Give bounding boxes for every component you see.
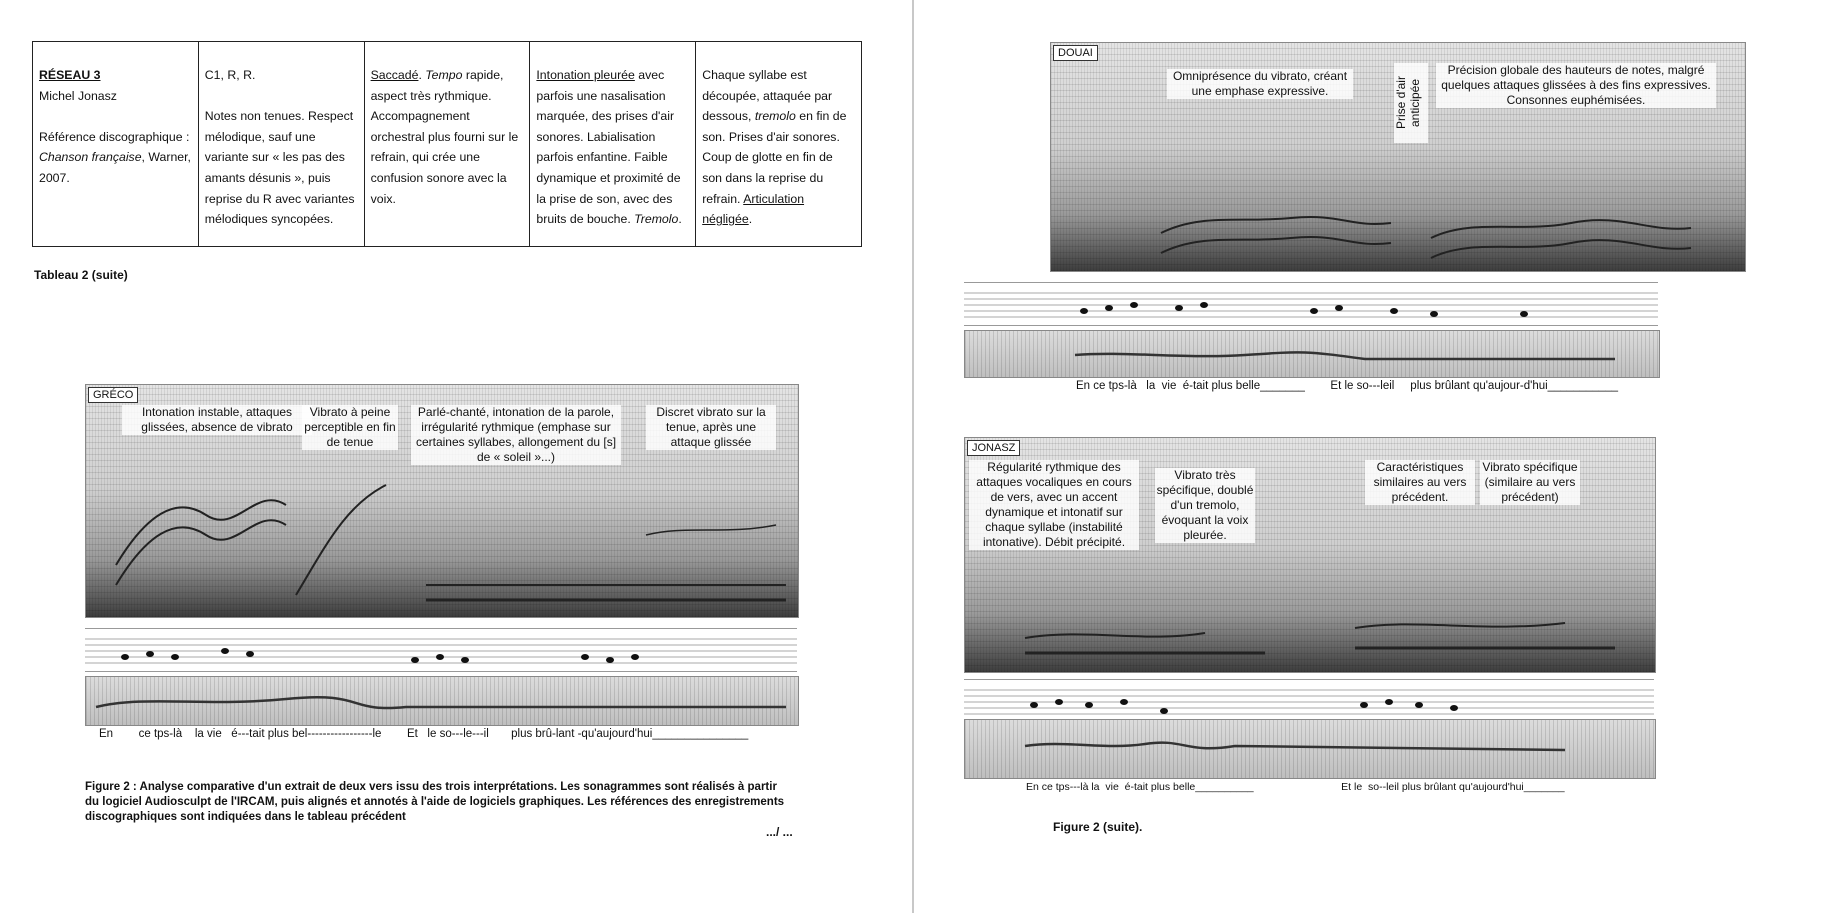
jonasz-spectrogram xyxy=(964,437,1656,673)
structure-text: Notes non tenues. Respect mélodique, sauf une variante sur « les pas des amants désunis », puis reprise du R avec variantes mélodiques syncopées. xyxy=(204,109,355,227)
douai-note-1: Omniprésence du vibrato, créant une emphase expressive. xyxy=(1167,69,1353,99)
douai-staff xyxy=(964,282,1658,326)
articulation-text1: Chaque syllabe est découpée, attaquée par dessous, xyxy=(702,68,833,124)
douai-label: DOUAI xyxy=(1053,45,1098,61)
tempo-lead: Saccadé xyxy=(370,68,419,82)
jonasz-trace-2 xyxy=(1025,633,1205,638)
jonasz-pitch-trace xyxy=(965,720,1655,778)
douai-trace-3 xyxy=(1431,240,1691,258)
greco-spectrogram xyxy=(85,384,799,618)
table-cell-articulation xyxy=(696,42,862,247)
greco-trace-3 xyxy=(296,485,386,595)
intonation-end: . xyxy=(678,212,682,227)
table-caption: Tableau 2 (suite) xyxy=(34,268,128,282)
network-title: RÉSEAU 3 xyxy=(39,68,101,82)
structure-line: C1, R, R. xyxy=(204,68,256,82)
douai-lyrics: En ce tps-là la vie é-tait plus belle_______ Et le so---leil plus brûlant qu'aujour-d'hui___________ xyxy=(1076,380,1619,392)
douai-note-2: Prise d'air anticipée xyxy=(1394,63,1428,143)
ref-album: Chanson française xyxy=(39,150,142,165)
artist-name: Michel Jonasz xyxy=(39,88,117,103)
table-cell-network xyxy=(33,42,199,247)
greco-figure xyxy=(85,384,799,744)
jonasz-pitch-curve xyxy=(964,719,1656,779)
greco-staff xyxy=(85,628,797,672)
right-page xyxy=(914,0,1827,913)
jonasz-staff-lines xyxy=(964,680,1654,722)
douai-figure xyxy=(1050,42,1760,402)
articulation-tremolo: tremolo xyxy=(754,109,796,124)
table-cell-structure xyxy=(198,42,364,247)
jonasz-note-4: Vibrato spécifique (similaire au vers précédent) xyxy=(1480,460,1580,505)
intonation-text: avec parfois une nasalisation marquée, des prises d'air sonores. Labialisation parfois enfantine. Faible dynamique et proximité de la prise de son, avec des bruits de bouche. xyxy=(536,68,681,227)
table-cell-intonation xyxy=(530,42,696,247)
jonasz-lyrics: En ce tps---là la vie é-tait plus belle__________ Et le so--leil plus brûlant qu'aujourd'hui_______ xyxy=(1026,781,1565,793)
intonation-tremolo: Tremolo xyxy=(634,212,679,227)
articulation-lead: Articulation négligée xyxy=(702,191,805,227)
douai-spectrogram xyxy=(1050,42,1746,272)
douai-pitch-trace xyxy=(965,331,1659,377)
greco-pitch-curve xyxy=(85,676,799,726)
douai-pitch-curve xyxy=(964,330,1660,378)
figure-caption: Figure 2 : Analyse comparative d'un extrait de deux vers issu des trois interprétations. Les sonagrammes sont réalisés à partir du logiciel Audiosculpt de l'IRCAM, puis alignés et annotés à l'aide de logiciels graphiques. Les références des enregistrements discographiques sont indiquées dans le tableau précédent xyxy=(85,781,785,823)
intonation-lead: Intonation pleurée xyxy=(536,68,635,82)
jonasz-note-1: Régularité rythmique des attaques vocaliques en cours de vers, avec un accent dynamique et intonatif sur chaque syllabe (instabilité intonative). Débit précipité. xyxy=(969,460,1139,550)
jonasz-figure xyxy=(972,437,1760,797)
greco-trace-6 xyxy=(646,525,776,535)
left-page xyxy=(0,0,912,913)
greco-note-4: Discret vibrato sur la tenue, après une attaque glissée xyxy=(646,405,776,450)
table-cell-tempo: Saccadé. Tempo rapide, aspect très rythmique. Accompagnement orchestral plus fourni sur le refrain, qui crée une confusion sonore avec la voix. xyxy=(364,42,530,247)
douai-trace-2 xyxy=(1161,217,1391,233)
greco-lyrics: En ce tps-là la vie é---tait plus bel-----------------le Et le so---le---il plus brû-lant -qu'aujourd'hui_______________ xyxy=(99,728,749,740)
douai-trace-1 xyxy=(1161,237,1391,253)
analysis-table xyxy=(32,41,862,247)
douai-note-3: Précision globale des hauteurs de notes, malgré quelques attaques glissées à des fins expressives. Consonnes euphémisées. xyxy=(1436,63,1716,108)
greco-pitch-trace xyxy=(86,677,798,725)
jonasz-label: JONASZ xyxy=(967,440,1020,456)
continued-marker: .../ ... xyxy=(766,825,793,839)
ref-rest: , Warner, 2007. xyxy=(39,150,191,185)
jonasz-note-3: Caractéristiques similaires au vers précédent. xyxy=(1365,460,1475,505)
greco-note-3: Parlé-chanté, intonation de la parole, irrégularité rythmique (emphase sur certaines syllabes, allongement du [s] de « soleil »...) xyxy=(411,405,621,465)
figure-caption-right: Figure 2 (suite). xyxy=(1053,820,1143,834)
greco-note-1: Intonation instable, attaques glissées, absence de vibrato xyxy=(122,405,312,435)
greco-label: GRÉCO xyxy=(88,387,138,403)
articulation-text2: en fin de son. Prises d'air sonores. Coup de glotte en fin de son dans la reprise du refrain. xyxy=(702,109,847,206)
articulation-end: . xyxy=(748,212,753,227)
douai-trace-4 xyxy=(1431,220,1691,238)
douai-staff-lines xyxy=(964,283,1658,325)
jonasz-staff xyxy=(964,679,1654,723)
greco-note-2: Vibrato à peine perceptible en fin de tenue xyxy=(302,405,398,450)
tempo-text: rapide, aspect très rythmique. Accompagnement orchestral plus fourni sur le refrain, qui crée une confusion sonore avec la voix. xyxy=(370,68,519,206)
tempo-word: Tempo xyxy=(425,68,463,82)
jonasz-note-2: Vibrato très spécifique, doublé d'un tremolo, évoquant la voix pleurée. xyxy=(1156,468,1254,542)
ref-label: Référence discographique : xyxy=(39,129,190,144)
greco-staff-lines xyxy=(85,629,797,671)
table-row xyxy=(33,42,862,247)
jonasz-trace-4 xyxy=(1355,623,1565,628)
